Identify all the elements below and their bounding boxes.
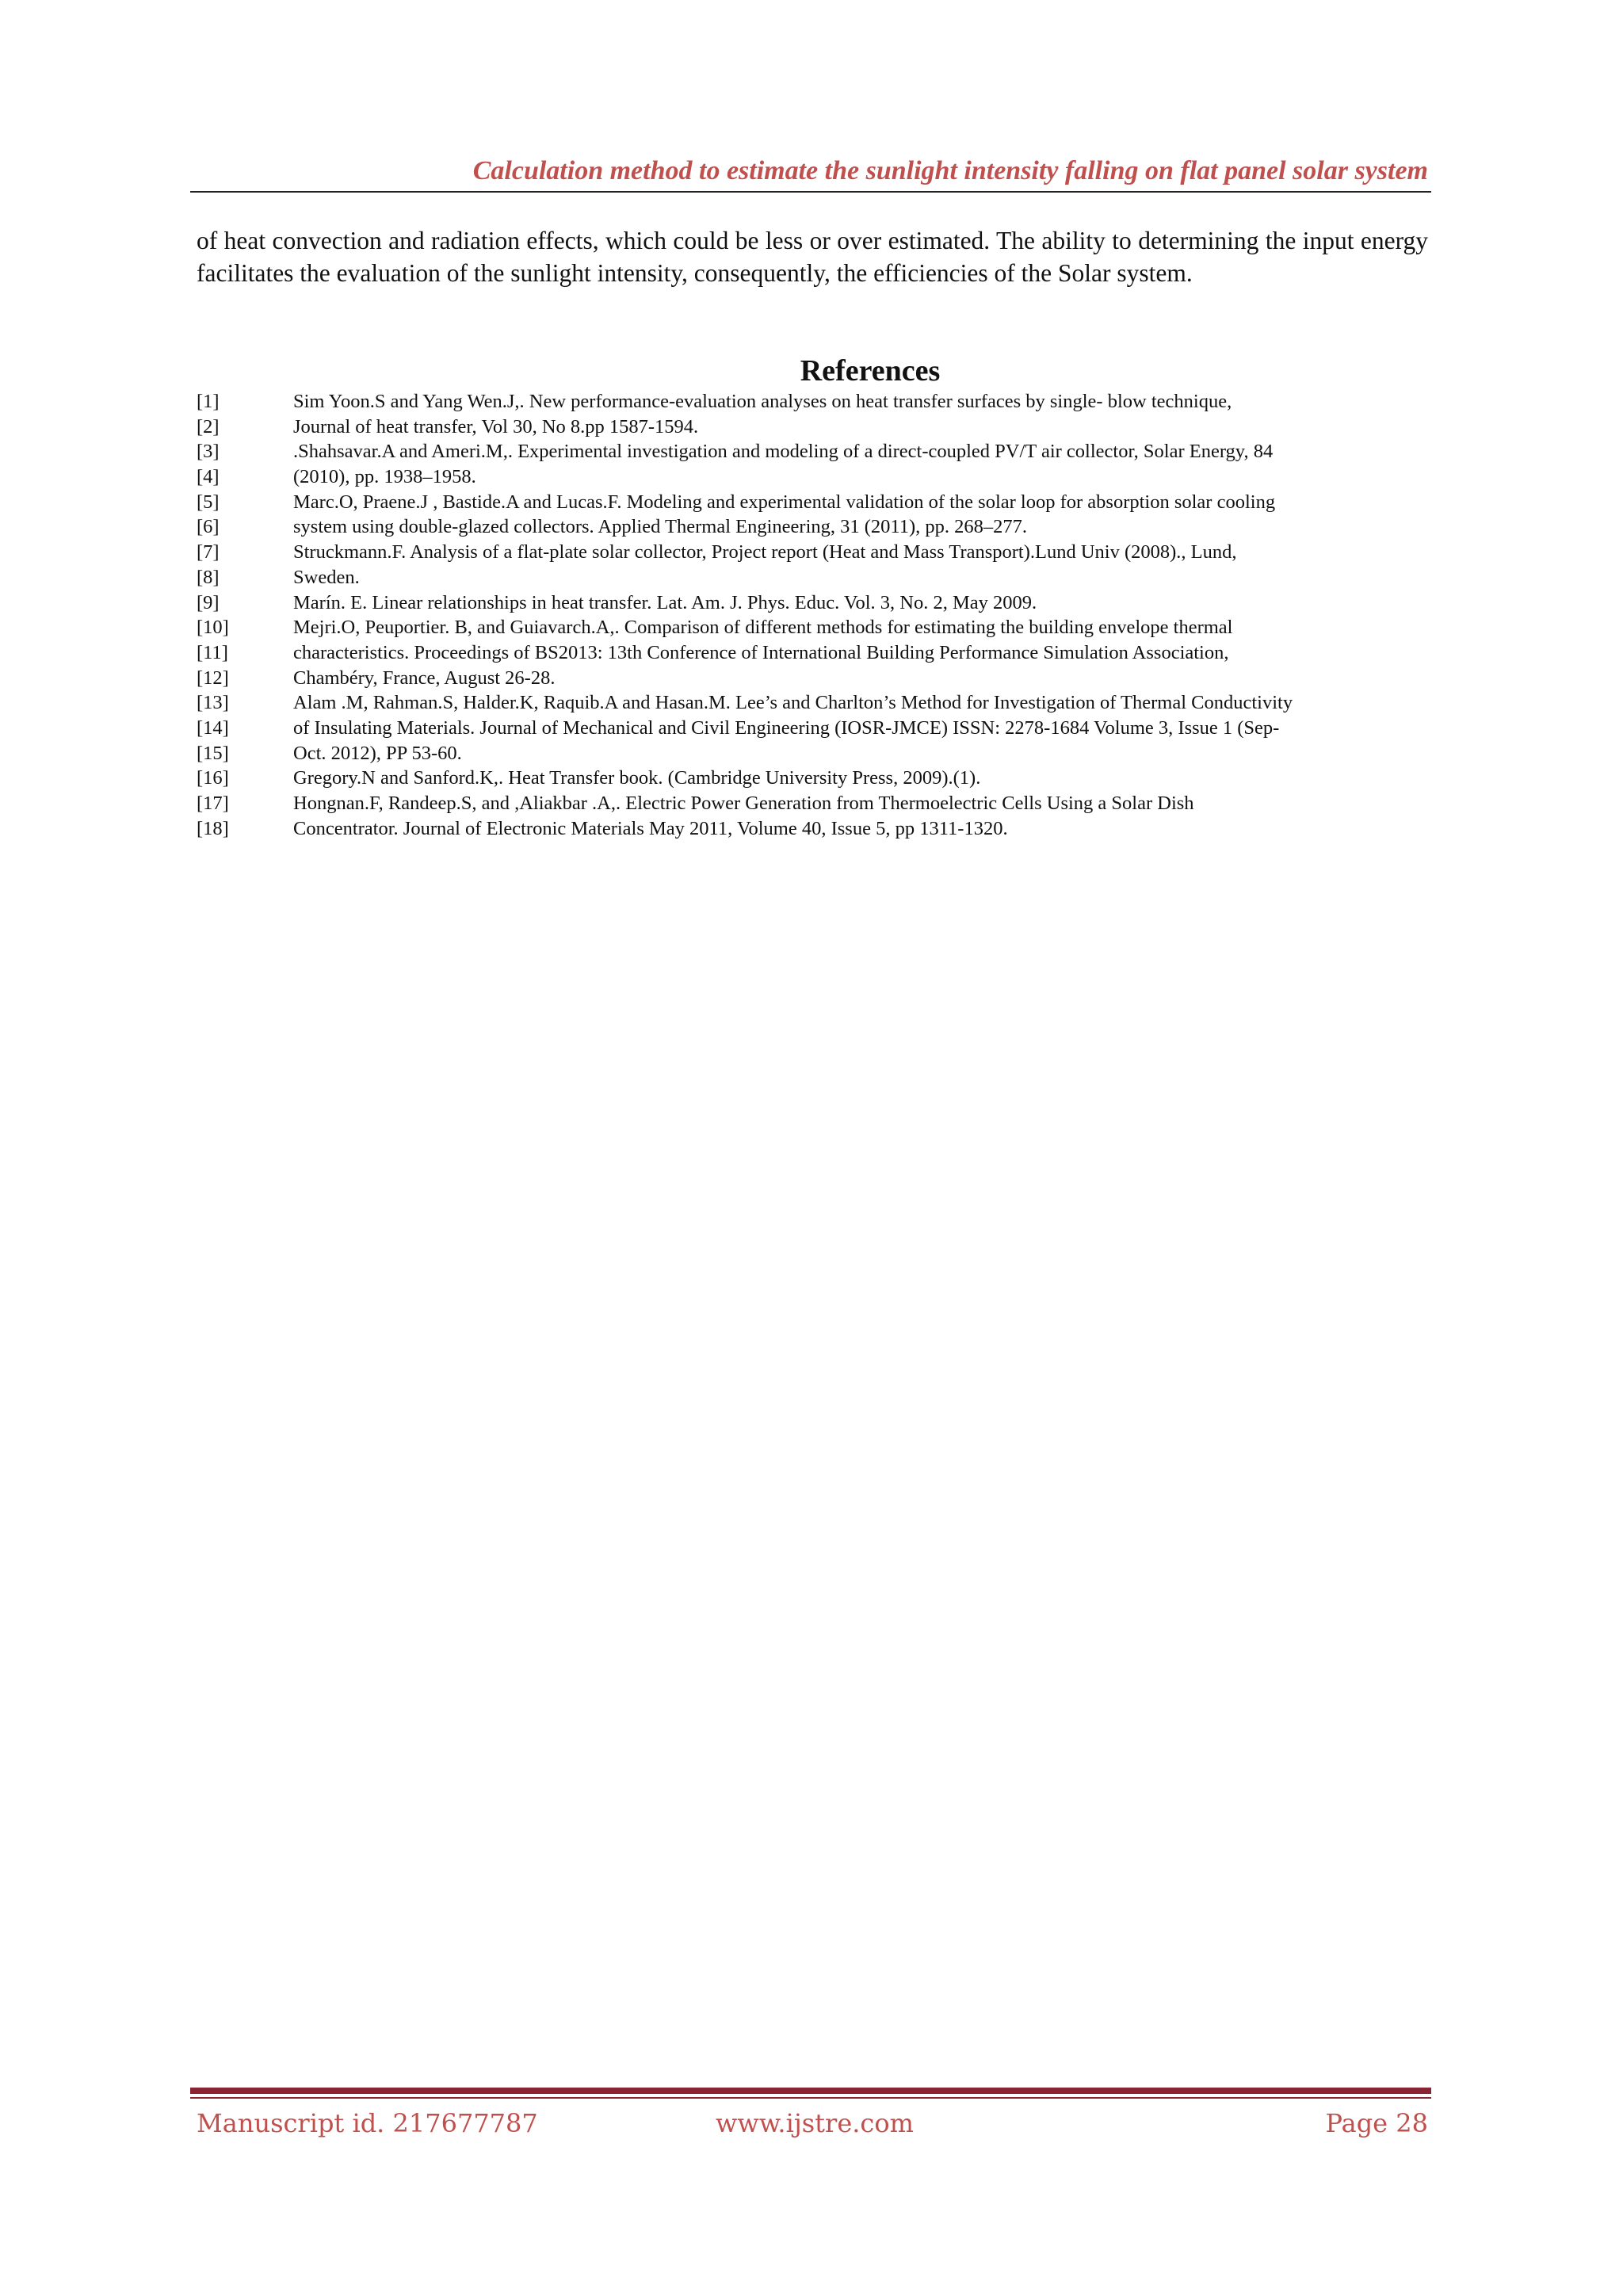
reference-number: [3] [197,441,220,463]
reference-line [197,666,1433,691]
reference-text: Mejri.O, Peuportier. B, and Guiavarch.A,. Comparison of different methods for estimating the building envelope thermal [293,617,1233,639]
header-divider [190,191,1431,193]
reference-number: [1] [197,391,220,412]
reference-number: [4] [197,466,220,488]
reference-line [197,716,1433,741]
reference-number: [8] [197,566,220,588]
reference-text: Alam .M, Rahman.S, Halder.K, Raquib.A and Hasan.M. Lee’s and Charlton’s Method for Investigation of Thermal Conductivity [293,692,1293,714]
reference-number: [10] [197,617,229,639]
reference-line [197,540,1433,565]
reference-line [197,389,1433,415]
reference-line [197,615,1433,640]
reference-text: Marc.O, Praene.J , Bastide.A and Lucas.F. Modeling and experimental validation of the solar loop for absorption solar cooling [293,491,1276,513]
reference-text: Concentrator. Journal of Electronic Materials May 2011, Volume 40, Issue 5, pp 1311-1320. [293,817,1008,839]
reference-line [197,565,1433,590]
page-footer [197,2105,1428,2141]
reference-line [197,415,1433,440]
reference-line [197,514,1433,540]
footer-divider-thick [190,2088,1431,2094]
running-header-title: Calculation method to estimate the sunlight intensity falling on flat panel solar system [472,156,1428,185]
reference-text: Sweden. [293,566,360,588]
references-heading: References [800,354,941,388]
reference-text: characteristics. Proceedings of BS2013: 13th Conference of International Building Performance Simulation Association, [293,641,1229,663]
reference-number: [17] [197,793,229,814]
reference-line [197,766,1433,791]
body-paragraph: of heat convection and radiation effects, which could be less or over estimated. The ability to determining the input energy facilitates the evaluation of the sunlight intensity, consequently, the efficiencies of the Solar system. [197,227,1428,287]
reference-line [197,490,1433,515]
reference-number: [16] [197,767,229,789]
reference-number: [7] [197,541,220,563]
reference-number: [11] [197,641,228,663]
reference-text: Hongnan.F, Randeep.S, and ,Aliakbar .A,. Electric Power Generation from Thermoelectric Cells Using a Solar Dish [293,793,1194,814]
reference-number: [12] [197,667,229,689]
reference-number: [18] [197,817,229,839]
reference-line [197,464,1433,490]
reference-text: Journal of heat transfer, Vol 30, No 8.pp 1587-1594. [293,415,699,437]
reference-text: Struckmann.F. Analysis of a flat-plate solar collector, Project report (Heat and Mass Transport).Lund Univ (2008)., Lund, [293,541,1237,563]
reference-line [197,690,1433,716]
reference-text: Sim Yoon.S and Yang Wen.J,. New performance-evaluation analyses on heat transfer surfaces by single- blow technique, [293,391,1232,412]
reference-line [197,439,1433,464]
reference-number: [15] [197,742,229,764]
page-number: Page 28 [1325,2108,1428,2138]
reference-line [197,590,1433,616]
reference-line [197,816,1433,842]
reference-text: Oct. 2012), PP 53-60. [293,742,462,764]
reference-text: (2010), pp. 1938–1958. [293,466,476,488]
journal-website-link[interactable]: www.ijstre.com [716,2108,914,2138]
reference-number: [5] [197,491,220,513]
reference-line [197,791,1433,816]
reference-line [197,640,1433,666]
reference-number: [6] [197,516,220,538]
reference-text: of Insulating Materials. Journal of Mechanical and Civil Engineering (IOSR-JMCE) ISSN: 2278-1684 Volume 3, Issue 1 (Sep- [293,716,1280,739]
manuscript-id: Manuscript id. 217677787 [197,2108,538,2138]
reference-number: [14] [197,716,229,739]
reference-number: [13] [197,692,229,714]
reference-text: system using double-glazed collectors. Applied Thermal Engineering, 31 (2011), pp. 268–277. [293,516,1028,538]
reference-text: Chambéry, France, August 26-28. [293,667,556,689]
reference-text: Gregory.N and Sanford.K,. Heat Transfer book. (Cambridge University Press, 2009).(1). [293,767,981,789]
reference-list [197,389,1433,841]
footer-divider-thin [190,2097,1431,2099]
reference-text: .Shahsavar.A and Ameri.M,. Experimental investigation and modeling of a direct-coupled PV/T air collector, Solar Energy, 84 [293,441,1274,463]
reference-text: Marín. E. Linear relationships in heat transfer. Lat. Am. J. Phys. Educ. Vol. 3, No. 2, May 2009. [293,591,1037,613]
reference-line [197,741,1433,766]
reference-number: [9] [197,591,220,613]
reference-number: [2] [197,415,220,437]
